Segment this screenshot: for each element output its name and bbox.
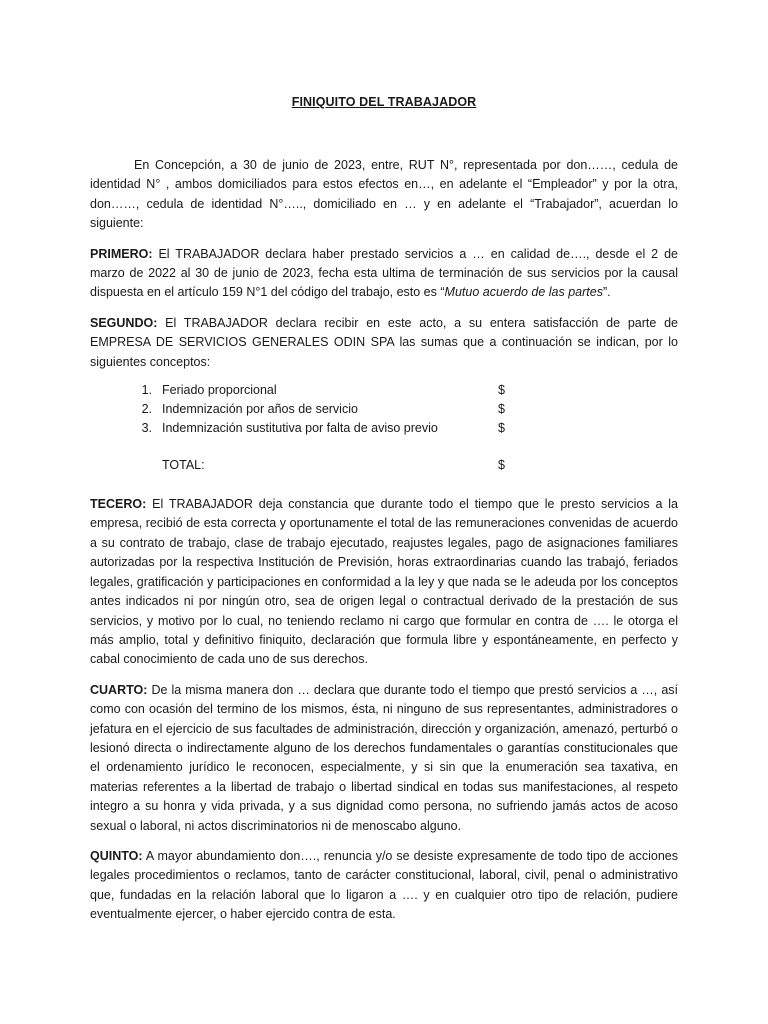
clause-segundo-text: El TRABAJADOR declara recibir en este acto, a su entera satisfacción de parte de EMPRESA DE SERVICIOS GENERALES ODIN SPA las sumas que a continuación se indican, por lo siguientes conceptos: xyxy=(90,315,678,369)
clause-primero-text: El TRABAJADOR declara haber prestado servicios a … en calidad de…., desde el 2 de marzo de 2022 al 30 de junio de 2023, fecha esta ultima de terminación de sus servicios por la causal dispuesta en el artículo 159 N°1 del código del trabajo, esto es “ xyxy=(90,246,678,300)
clause-quinto-label: QUINTO: xyxy=(90,848,143,863)
clause-primero-label: PRIMERO: xyxy=(90,246,153,261)
list-item xyxy=(134,402,534,421)
concepts-list xyxy=(90,383,678,495)
clause-segundo xyxy=(90,314,678,372)
intro-text: En Concepción, a 30 de junio de 2023, entre, RUT N°, representada por don……, cedula de identidad N° , ambos domiciliados para estos efectos en…, en adelante el “Empleador” y por la otra, don……, cedula de identidad N°….., domiciliado en … y en adelante el “Trabajador”, acuerdan lo siguiente: xyxy=(90,158,678,231)
clause-primero-italic: Mutuo acuerdo de las partes xyxy=(444,285,603,300)
item-amount: $ xyxy=(498,383,505,398)
clause-primero-end: ”. xyxy=(602,285,611,300)
list-item xyxy=(134,383,534,402)
total-row xyxy=(162,458,542,477)
clause-tecero-label: TECERO: xyxy=(90,497,147,512)
clause-cuarto-label: CUARTO: xyxy=(90,682,148,697)
item-label: Indemnización sustitutiva por falta de aviso previo xyxy=(162,421,438,436)
list-item xyxy=(134,421,534,440)
item-amount: $ xyxy=(498,421,505,436)
document-title: FINIQUITO DEL TRABAJADOR xyxy=(291,95,477,109)
clause-tecero xyxy=(90,495,678,670)
item-number: 3. xyxy=(141,421,152,436)
item-number: 1. xyxy=(141,383,152,398)
item-label: Indemnización por años de servicio xyxy=(162,402,358,417)
clause-segundo-label: SEGUNDO: xyxy=(90,315,158,330)
clause-primero xyxy=(90,245,678,303)
clause-cuarto xyxy=(90,681,678,836)
clause-quinto-text: A mayor abundamiento don…., renuncia y/o se desiste expresamente de todo tipo de acciones legales procedimientos o reclamos, tanto de carácter constitucional, laboral, civil, penal o administrativo que, fundadas en la relación laboral que lo ligaron a …. y en cualquier otro tipo de relación, pudiere eventualmente ejercer, o haber ejercido contra de esta. xyxy=(90,848,678,922)
clause-quinto xyxy=(90,847,678,925)
intro-paragraph xyxy=(90,156,678,234)
item-amount: $ xyxy=(498,402,505,417)
item-number: 2. xyxy=(141,402,152,417)
total-amount: $ xyxy=(498,458,505,473)
item-label: Feriado proporcional xyxy=(162,383,277,398)
total-label: TOTAL: xyxy=(162,458,205,473)
clause-cuarto-text: De la misma manera don … declara que durante todo el tiempo que prestó servicios a …, así como con ocasión del termino de los mismos, ésta, ni ninguno de sus representantes, administradores o jefatura en el ejercicio de sus facultades de administración, dirección y organización, amenazó, perturbó o lesionó directa o indirectamente alguno de los derechos fundamentales o garantías constitucionales que el ordenamiento jurídico le reconocen, especialmente, y si sin que la enumeración sea taxativa, en materias referentes a la libertad de trabajo o libertad sindical en todas sus manifestaciones, al respeto integro a su honra y vida privada, y a sus dignidad como persona, no sufriendo jamás actos de acoso sexual o laboral, ni actos discriminatorios ni de menoscabo alguno. xyxy=(90,682,678,833)
clause-tecero-text: El TRABAJADOR deja constancia que durante todo el tiempo que le presto servicios a la empresa, recibió de esta correcta y oportunamente el total de las remuneraciones convenidas de acuerdo a su contrato de trabajo, clase de trabajo ejecutado, reajustes legales, pago de asignaciones familiares autorizadas por la respectiva Institución de Previsión, horas extraordinarias cuando las trabajó, feriados legales, gratificación y participaciones en conformidad a la ley y que nada se le adeuda por los conceptos antes indicados ni por ningún otro, sea de origen legal o contractual derivado de la prestación de sus servicios, y motivo por lo cual, no teniendo reclamo ni cargo que formular en contra de …. le otorga el más amplio, total y definitivo finiquito, declaración que formula libre y espontáneamente, en perfecto y cabal conocimiento de cada uno de sus derechos. xyxy=(90,497,678,667)
